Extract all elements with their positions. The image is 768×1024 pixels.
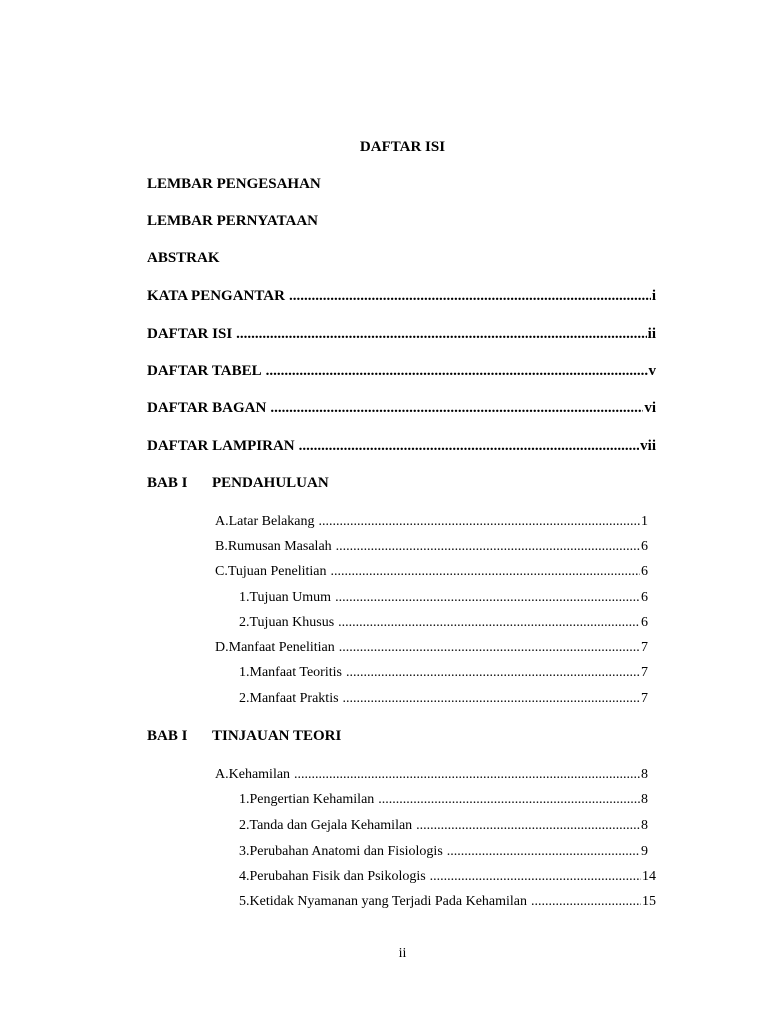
- subsection-page: 7: [641, 665, 648, 680]
- dot-leader: [430, 868, 641, 886]
- dot-leader: [336, 538, 640, 556]
- subsection-page: 8: [641, 818, 648, 833]
- dot-leader: [343, 690, 640, 708]
- section-marker: B.: [215, 539, 228, 554]
- toc-entry-label: DAFTAR ISI: [147, 326, 233, 342]
- toc-entry: [147, 399, 656, 417]
- toc-subsection: [239, 893, 656, 911]
- subsection-label: Manfaat Teoritis: [249, 665, 342, 680]
- toc-subsection: [239, 843, 648, 861]
- subsection-marker: 2.: [239, 691, 250, 706]
- toc-entry-page: ii: [647, 326, 656, 342]
- subsection-marker: 1.: [239, 792, 250, 807]
- dot-leader: [266, 362, 648, 380]
- subsection-label: Manfaat Praktis: [249, 691, 339, 706]
- subsection-label: Tujuan Khusus: [249, 615, 335, 630]
- subsection-marker: 1.: [239, 590, 250, 605]
- subsection-marker: 5.: [239, 894, 250, 909]
- toc-entry-label: DAFTAR LAMPIRAN: [147, 438, 295, 454]
- toc-entry: [147, 175, 656, 193]
- chapter-heading: [147, 727, 341, 745]
- toc-subsection: [239, 664, 648, 682]
- dot-leader: [270, 399, 643, 417]
- section-marker: A.: [215, 514, 229, 529]
- dot-leader: [338, 614, 640, 632]
- dot-leader: [289, 287, 651, 305]
- chapter-heading: [147, 474, 329, 492]
- dot-leader: [319, 513, 640, 531]
- toc-entry: [147, 362, 656, 380]
- dot-leader: [447, 843, 640, 861]
- section-label: Rumusan Masalah: [227, 539, 332, 554]
- toc-subsection: [239, 614, 648, 632]
- section-page: 8: [641, 767, 648, 782]
- dot-leader: [378, 791, 640, 809]
- subsection-marker: 3.: [239, 844, 250, 859]
- subsection-marker: 1.: [239, 665, 250, 680]
- chapter-number: BAB I: [147, 475, 188, 491]
- section-label: Latar Belakang: [228, 514, 315, 529]
- toc-entry: [147, 437, 656, 455]
- subsection-label: Ketidak Nyamanan yang Terjadi Pada Kehamilan: [249, 894, 527, 909]
- toc-section: [215, 766, 648, 784]
- section-marker: A.: [215, 767, 229, 782]
- section-page: 7: [641, 640, 648, 655]
- subsection-page: 9: [641, 844, 648, 859]
- page-title: DAFTAR ISI: [359, 139, 446, 155]
- toc-subsection: [239, 791, 648, 809]
- dot-leader: [236, 325, 647, 343]
- subsection-label: Tanda dan Gejala Kehamilan: [249, 818, 413, 833]
- subsection-marker: 2.: [239, 818, 250, 833]
- dot-leader: [335, 589, 640, 607]
- toc-entry-label: KATA PENGANTAR: [147, 288, 285, 304]
- subsection-page: 14: [642, 869, 656, 884]
- subsection-marker: 2.: [239, 615, 250, 630]
- chapter-number: BAB I: [147, 728, 188, 744]
- section-marker: C.: [215, 564, 228, 579]
- section-label: Tujuan Penelitian: [227, 564, 327, 579]
- toc-entry: [147, 325, 656, 343]
- toc-entry-page: vii: [640, 438, 656, 454]
- toc-subsection: [239, 817, 648, 835]
- toc-section: [215, 538, 648, 556]
- toc-entry-label: DAFTAR TABEL: [147, 363, 262, 379]
- section-page: 6: [641, 564, 648, 579]
- section-page: 6: [641, 539, 648, 554]
- toc-entry-page: vi: [644, 400, 656, 416]
- dot-leader: [339, 639, 640, 657]
- subsection-label: Perubahan Anatomi dan Fisiologis: [249, 844, 443, 859]
- toc-entry: [147, 249, 656, 267]
- dot-leader: [416, 817, 640, 835]
- toc-entry-label: DAFTAR BAGAN: [147, 400, 267, 416]
- subsection-page: 6: [641, 590, 648, 605]
- subsection-page: 6: [641, 615, 648, 630]
- toc-section: [215, 563, 648, 581]
- dot-leader: [299, 437, 640, 455]
- subsection-page: 8: [641, 792, 648, 807]
- toc-entry-label: ABSTRAK: [147, 250, 220, 266]
- subsection-page: 7: [641, 691, 648, 706]
- toc-entry-page: v: [648, 363, 656, 379]
- section-page: 1: [641, 514, 648, 529]
- toc-subsection: [239, 868, 656, 886]
- section-label: Manfaat Penelitian: [228, 640, 335, 655]
- toc-entry-label: LEMBAR PERNYATAAN: [147, 213, 318, 229]
- chapter-title: PENDAHULUAN: [212, 475, 329, 491]
- subsection-label: Perubahan Fisik dan Psikologis: [249, 869, 426, 884]
- subsection-marker: 4.: [239, 869, 250, 884]
- page-number: ii: [398, 946, 407, 961]
- subsection-label: Tujuan Umum: [249, 590, 332, 605]
- dot-leader: [294, 766, 640, 784]
- chapter-title: TINJAUAN TEORI: [212, 728, 342, 744]
- dot-leader: [331, 563, 641, 581]
- toc-entry: [147, 212, 656, 230]
- toc-subsection: [239, 690, 648, 708]
- dot-leader: [531, 893, 641, 911]
- toc-entry-label: LEMBAR PENGESAHAN: [147, 176, 321, 192]
- toc-subsection: [239, 589, 648, 607]
- toc-section: [215, 639, 648, 657]
- subsection-label: Pengertian Kehamilan: [249, 792, 375, 807]
- section-marker: D.: [215, 640, 229, 655]
- toc-section: [215, 513, 648, 531]
- toc-entry-page: i: [651, 288, 656, 304]
- section-label: Kehamilan: [228, 767, 291, 782]
- subsection-page: 15: [642, 894, 656, 909]
- toc-entry: [147, 287, 656, 305]
- dot-leader: [346, 664, 640, 682]
